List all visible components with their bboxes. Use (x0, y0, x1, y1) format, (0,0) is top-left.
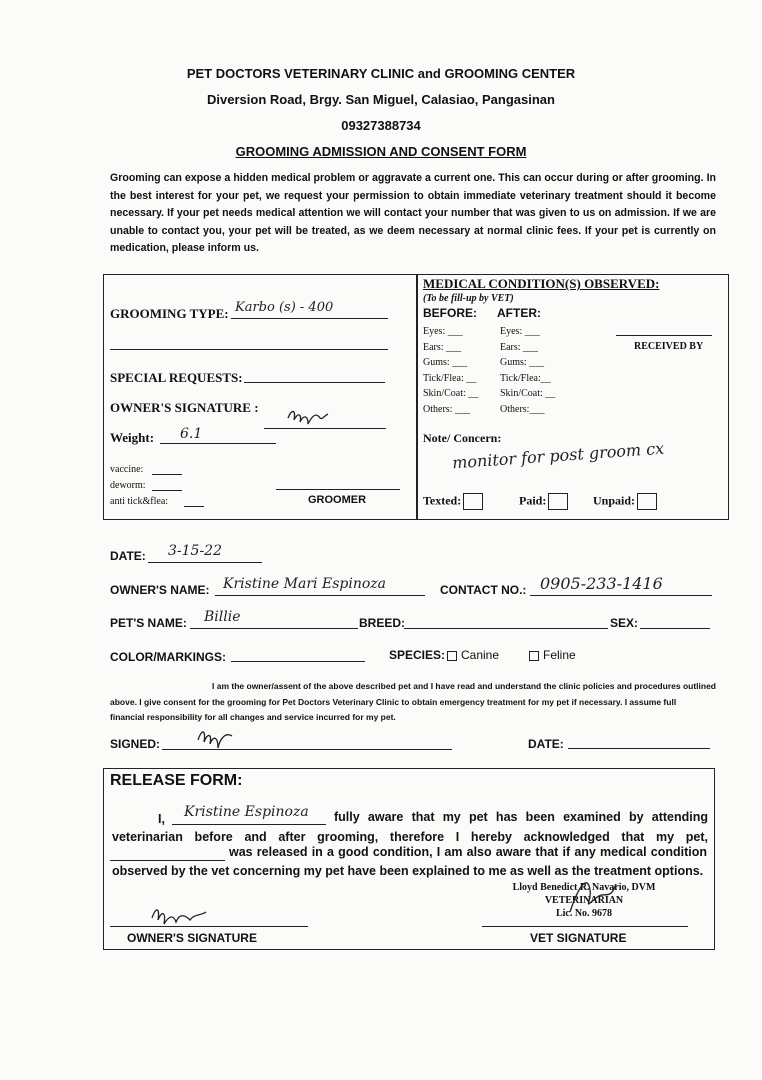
after-item[interactable]: Skin/Coat: __ (500, 388, 556, 399)
signed-signature-scribble (192, 722, 242, 754)
consent-date-field[interactable] (568, 748, 710, 749)
species-label: SPECIES: (389, 648, 446, 662)
consent-text: I am the owner/assent of the above described pet and I have read and understand the clinic policies and procedures outlined above. I give consent for the grooming for Pet Doctors Veterinary Clinic to obtain emergency treatment for my pet if necessary. I assume full financial responsibility for all changes and service incurred for my pet. (110, 681, 716, 722)
clinic-phone: 09327388734 (341, 118, 421, 133)
date-value: 3-15-22 (168, 543, 222, 559)
paid-field[interactable]: Paid: (519, 493, 568, 510)
feline-checkbox[interactable] (529, 651, 539, 661)
date-label: DATE: (110, 549, 146, 563)
release-owner-signature-label: OWNER'S SIGNATURE (127, 931, 257, 945)
weight-label: Weight: (110, 430, 155, 445)
before-item[interactable]: Others: ___ (423, 403, 470, 415)
release-text-2: veterinarian before and after grooming, therefore I hereby acknowledged that my pet, (112, 830, 708, 844)
clinic-name: PET DOCTORS VETERINARY CLINIC and GROOMING CENTER (186, 66, 576, 81)
deworm-field[interactable] (152, 490, 182, 491)
form-title: GROOMING ADMISSION AND CONSENT FORM (235, 144, 527, 159)
after-item[interactable]: Eyes: ___ (500, 326, 540, 337)
release-vet-signature-line[interactable] (482, 926, 688, 927)
groomer-signature-line[interactable] (276, 489, 400, 490)
owner-name-value: Kristine Mari Espinoza (223, 576, 386, 592)
grooming-type-label: GROOMING TYPE: (110, 306, 229, 321)
release-i-label: I, (158, 812, 165, 826)
after-list (500, 324, 555, 417)
groomer-label: GROOMER (308, 494, 367, 506)
breed-field[interactable] (404, 628, 608, 629)
note-value: monitor for post groom cx (451, 438, 665, 473)
pet-name-field[interactable] (190, 611, 358, 629)
release-vet-signature-label: VET SIGNATURE (530, 931, 627, 945)
special-requests-label: SPECIAL REQUESTS: (110, 370, 243, 385)
before-item[interactable]: Skin/Coat: __ (423, 388, 479, 399)
unpaid-field[interactable]: Unpaid: (593, 493, 657, 510)
canine-checkbox[interactable] (447, 651, 457, 661)
release-text-3: was released in a good condition, I am also aware that if any medical condition (229, 845, 707, 859)
owners-signature-field[interactable] (264, 410, 386, 429)
release-owner-signature-scribble (146, 902, 216, 932)
intro-paragraph: Grooming can expose a hidden medical problem or aggravate a current one. This can occur during or after grooming. In the best interest for your pet, we request your permission to obtain immediate veterinary treatment should it become necessary. If your pet needs medical attention we will contact your number that was given to us on admission. If we are unable to contact you, your pet will be treated, as we deem necessary at normal clinic fees. If your pet is currently on medication, please inform us. (110, 172, 716, 255)
medical-subtitle: (To be fill-up by VET) (423, 293, 514, 304)
species-feline-option[interactable]: Feline (529, 648, 576, 662)
grooming-type-field[interactable] (231, 300, 388, 319)
contact-label: CONTACT NO.: (440, 583, 527, 597)
texted-field[interactable]: Texted: (423, 493, 483, 510)
medical-title: MEDICAL CONDITION(S) OBSERVED: (423, 276, 660, 291)
release-text-1: fully aware that my pet has been examined by attending (334, 810, 708, 824)
sex-field[interactable] (640, 628, 710, 629)
signed-label: SIGNED: (110, 737, 161, 751)
after-label: AFTER: (497, 306, 541, 320)
paid-checkbox[interactable] (548, 493, 568, 510)
color-field[interactable] (231, 661, 365, 662)
species-canine-option[interactable]: Canine (447, 648, 499, 662)
weight-value: 6.1 (180, 426, 203, 442)
vet-stamp: Lloyd Benedict R. Navario, DVM VETERINARIAN Lic. No. 9678 (512, 882, 656, 919)
release-text-4: observed by the vet concerning my pet have been explained to me as well as the treatment options. (112, 864, 704, 878)
before-list (423, 324, 478, 417)
breed-label: BREED: (359, 616, 406, 630)
signed-field[interactable] (162, 732, 452, 750)
grooming-type-value: Karbo (s) - 400 (235, 300, 334, 315)
color-label: COLOR/MARKINGS: (110, 650, 226, 664)
grooming-type-extra-line[interactable] (110, 349, 388, 350)
before-item[interactable]: Tick/Flea: __ (423, 372, 477, 384)
after-item[interactable]: Others:___ (500, 403, 545, 415)
sex-label: SEX: (610, 616, 639, 630)
owner-name-field[interactable] (215, 578, 425, 596)
before-item[interactable]: Ears: ___ (423, 341, 462, 353)
after-item[interactable]: Tick/Flea:__ (500, 372, 551, 384)
release-owner-signature-line[interactable] (110, 926, 308, 927)
antitick-field[interactable] (184, 506, 204, 507)
vaccine-label: vaccine: (110, 464, 144, 475)
before-item[interactable]: Eyes: ___ (423, 326, 463, 337)
before-label: BEFORE: (423, 306, 477, 320)
received-by-label: RECEIVED BY (634, 341, 704, 352)
after-item[interactable]: Ears: ___ (500, 341, 539, 353)
release-name-value: Kristine Espinoza (184, 804, 309, 820)
special-requests-field[interactable] (244, 382, 385, 383)
consent-date-label: DATE: (528, 737, 564, 751)
pet-name-value: Billie (204, 609, 241, 625)
note-label: Note/ Concern: (423, 431, 502, 445)
release-title: RELEASE FORM: (110, 772, 243, 789)
owners-signature-label: OWNER'S SIGNATURE : (110, 400, 259, 415)
release-pet-field[interactable] (110, 860, 225, 861)
received-by-line[interactable] (616, 335, 712, 336)
unpaid-checkbox[interactable] (637, 493, 657, 510)
deworm-label: deworm: (110, 480, 146, 491)
before-item[interactable]: Gums: ___ (423, 357, 468, 368)
antitick-label: anti tick&flea: (110, 496, 169, 507)
weight-field[interactable] (160, 426, 276, 444)
release-name-field[interactable] (172, 806, 326, 825)
date-field[interactable] (148, 545, 262, 563)
pet-name-label: PET'S NAME: (110, 616, 187, 630)
owner-name-label: OWNER'S NAME: (110, 583, 210, 597)
texted-checkbox[interactable] (463, 493, 483, 510)
clinic-address: Diversion Road, Brgy. San Miguel, Calasiao, Pangasinan (207, 92, 555, 107)
contact-field[interactable] (530, 574, 712, 596)
vet-signature-scribble (560, 872, 620, 922)
vaccine-field[interactable] (152, 474, 182, 475)
after-item[interactable]: Gums: ___ (500, 357, 545, 368)
owner-signature-scribble (284, 404, 334, 430)
contact-value: 0905-233-1416 (540, 574, 663, 593)
